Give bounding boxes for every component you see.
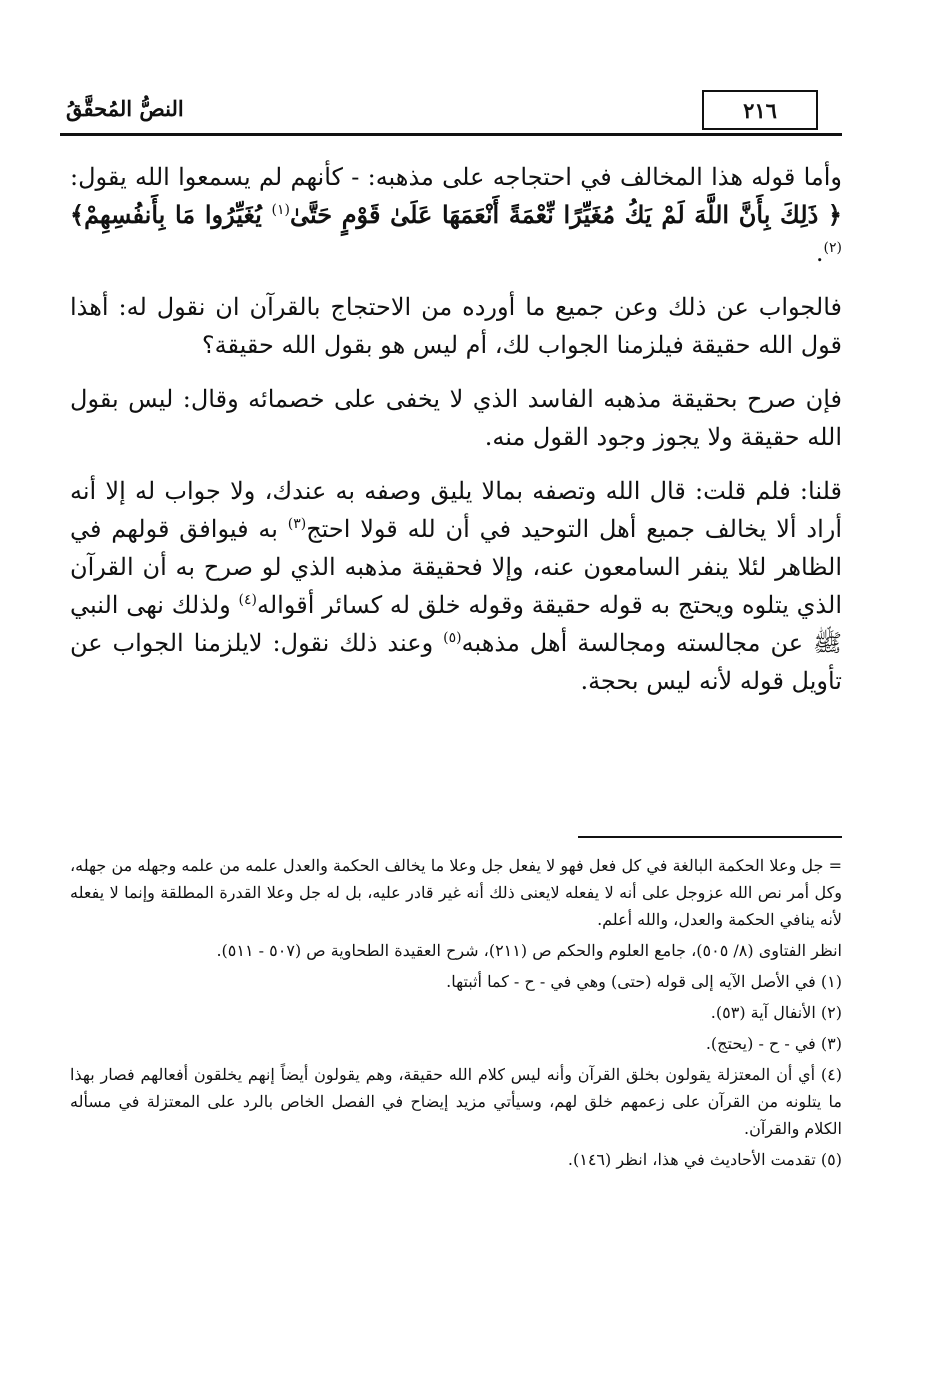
footnote-1: (١) في الأصل الآيه إلى قوله (حتى) وهي في - ح - كما أثبتها. — [446, 972, 842, 991]
footnote-continuation: = جل وعلا الحكمة البالغة في كل فعل فهو لا يفعل جل وعلا ما يخالف الحكمة والعدل علمه من علمه وجهله من جهله، وكل أمر نص الله عزوجل على أنه لا يفعله لايعنى ذلك أنه غير قادر عليه، بل له جل وعلا القدرة المطلقة وإنما لا يفعله لأنه ينافي الحكمة والعدل، والله أعلم. — [70, 856, 842, 929]
p4-part-a: قلنا: فلم قلت: قال الله وتصفه بمالا يليق وصفه به عندك، ولا جواب له إلا أنه أراد ألا يخالف جميع أهل التوحيد في أن لله قولا احتج — [70, 477, 842, 543]
paragraph-3: فإن صرح بحقيقة مذهبه الفاسد الذي لا يخفى على خصمائه وقال: ليس بقول الله حقيقة ولا يجوز وجود القول منه. — [70, 385, 842, 451]
running-title: النصُّ المُحقَّقُ — [66, 96, 184, 121]
footnote-separator — [578, 836, 842, 838]
p4-part-c: ولذلك نهى النبي ﷺ عن مجالسته ومجالسة أهل مذهبه — [70, 591, 842, 657]
footnote-3: (٣) في - ح - (يحتج). — [705, 1034, 842, 1053]
footnote-2: (٢) الأنفال آية (٥٣). — [710, 1003, 842, 1022]
paragraph-2: فالجواب عن ذلك وعن جميع ما أورده من الاحتجاج بالقرآن ان نقول له: أهذا قول الله حقيقة فيلزمنا الجواب لك، أم ليس هو بقول الله حقيقة؟ — [70, 293, 842, 359]
paragraph-4 — [70, 472, 842, 700]
footnote-references: انظر الفتاوى (٨/ ٥٠٥)، جامع العلوم والحكم ص (٢١١)، شرح العقيدة الطحاوية ص (٥٠٧ - ٥١١). — [216, 941, 842, 960]
footnote-ref-3: (٣) — [287, 516, 307, 532]
p1-intro: وأما قوله هذا المخالف في احتجاجه على مذهبه: - كأنهم لم يسمعوا الله يقول: — [70, 163, 842, 191]
p4-part-d: وعند ذلك نقول: لايلزمنا الجواب عن تأويل قوله لأنه ليس بحجة. — [70, 629, 842, 695]
main-text — [70, 158, 842, 716]
paragraph-1 — [70, 158, 842, 272]
page-number: ٢١٦ — [702, 90, 818, 130]
footnote-ref-5: (٥) — [443, 630, 462, 646]
p1-end: . — [815, 239, 824, 267]
footnote-4: (٤) أي أن المعتزلة يقولون بخلق القرآن وأنه ليس كلام الله حقيقة، وهم يقولون أيضاً إنهم يخلقون أفعالهم فصار بهذا ما يتلونه من القرآن على زعمهم خلق لهم، وسيأتي مزيد إيضاح في الفصل الخاص بالرد على المعتزلة في مسأله الكلام والقرآن. — [70, 1065, 843, 1138]
header-rule — [60, 133, 842, 136]
quran-verse-part-b: يُغَيِّرُوا مَا بِأَنفُسِهِمْ﴾ — [70, 200, 272, 229]
page-header — [60, 88, 842, 136]
footnote-ref-2: (٢) — [823, 240, 842, 256]
p4-part-b: به فيوافق قولهم في الظاهر لئلا ينفر السامعون عنه، وإلا فحقيقة مذهبه الذي لو صرح به أن القرآن الذي يتلوه ويحتج به قوله حقيقة وقوله خلق له كسائر أقواله — [70, 515, 843, 619]
footnote-ref-4: (٤) — [238, 592, 257, 608]
footnote-5: (٥) تقدمت الأحاديث في هذا، انظر (١٤٦). — [567, 1150, 842, 1169]
footnotes — [70, 852, 842, 1177]
quran-verse-part-a: ﴿ ذَلِكَ بِأَنَّ اللَّهَ لَمْ يَكُ مُغَيِّرًا نِّعْمَةً أَنْعَمَهَا عَلَىٰ قَوْمٍ حَتَّىٰ — [289, 200, 842, 229]
footnote-ref-1: (١) — [271, 202, 290, 218]
